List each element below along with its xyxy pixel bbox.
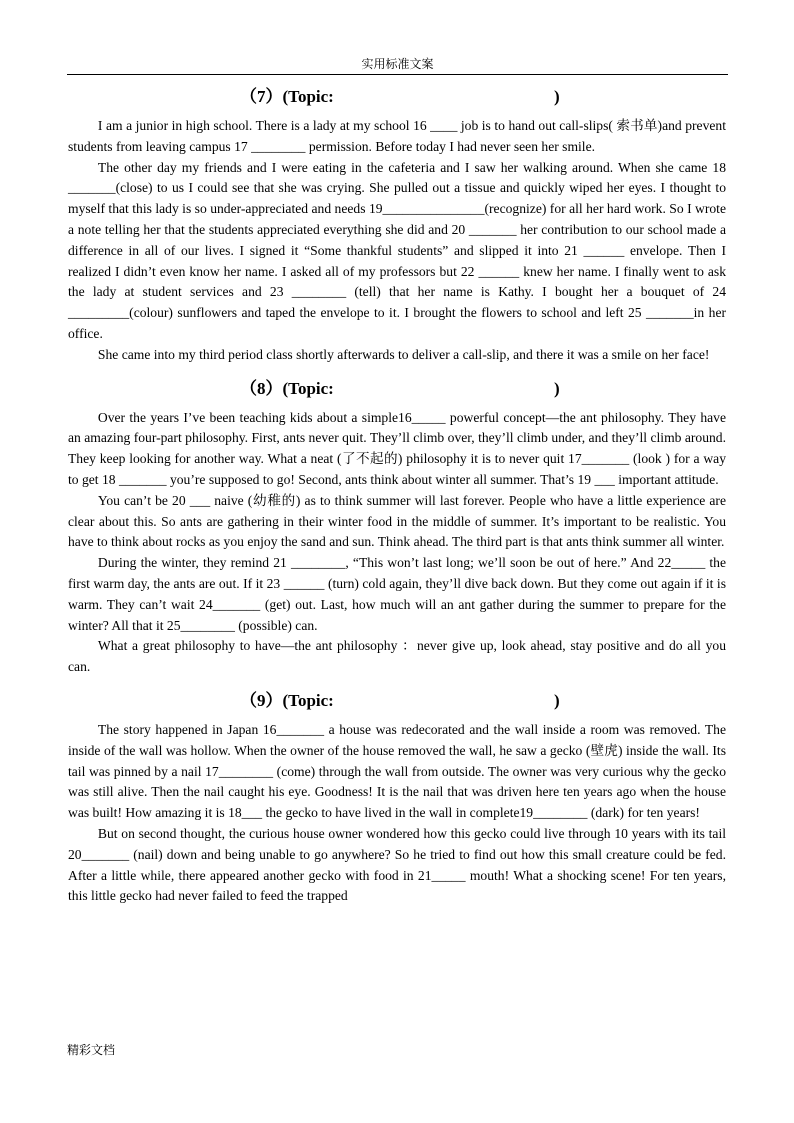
page-footer: 精彩文档 [67,1043,116,1057]
paragraph: You can’t be 20 ___ naive (幼稚的) as to think summer will last forever. People who have a little experience are clear about this. So ants are gathering in their winter food in the middle of summer. It’s important to be realistic. You have to think about rocks as you enjoy the sand and sun. Think ahead. The third part is that ants think summer all winter. [68,492,726,550]
section-9 [68,690,726,907]
section-number: （7） [240,87,283,106]
header-divider [67,74,728,75]
topic-label: (Topic: [282,87,334,106]
page-header: 实用标准文案 [361,57,434,71]
section-number: （8） [240,378,283,398]
paragraph: But on second thought, the curious house owner wondered how this gecko could live through 10 years with its tail 20_______ (nail) down and being unable to go anywhere? So he tried to find out how this small creature could be fed. After a little while, there appeared another gecko with food in 21_____ mouth! What a shocking scene! For ten years, this little gecko had never failed to feed the trapped [68,825,726,904]
paragraph: Over the years I’ve been teaching kids about a simple16_____ powerful concept—the ant philosophy. They have an amazing four-part philosophy. First, ants never quit. They’ll climb over, they’ll climb under, and they’ll climb around. They keep looking for another way. What a neat (了不起的) philosophy it is to never quit 17_______ (look ) for a way to get 18 _______ you’re supposed to go! Second, ants think about winter all summer. That’s 19 ___ important attitude. [68,409,726,487]
topic-close: ) [554,87,560,106]
paragraph: The other day my friends and I were eating in the cafeteria and I saw her walking around. When she came 18 _______(close) to us I could see that she was crying. She pulled out a tissue and quickly wiped her eyes. I thought to myself that this lady is so under-appreciated and needs 19_______________(recognize) for all her hard work. So I wrote a note telling her that the students appreciated everything she did and 20 _______ her contribution to our school made a difference in all of our lives. I signed it “Some thankful students” and slipped it into 21 ______ envelope. Then I realized I didn’t even know her name. I asked all of my professors but 22 ______ knew her name. I finally went to ask the lady at student services and 23 ________ (tell) that her name is Kathy. I bought her a bouquet of 24 _________(colour) sunflowers and taped the envelope to it. I brought the flowers to school and left 25 _______in her office. [68,159,726,341]
section-title [68,690,726,712]
paragraph: I am a junior in high school. There is a lady at my school 16 ____ job is to hand out call-slips( 索书单)and prevent students from leaving campus 17 ________ permission. Before today I had never seen her smile. [68,118,726,154]
paragraph: What a great philosophy to have—the ant philosophy ：never give up, look ahead, stay positive and do all you can. [68,638,726,675]
document-body [68,86,726,907]
topic-label: (Topic: [282,690,334,710]
topic-close: ) [554,690,560,710]
section-7 [68,86,726,366]
section-title [68,378,726,400]
topic-label: (Topic: [282,378,334,398]
section-number: （9） [240,690,283,710]
paragraph: During the winter, they remind 21 ________, “This won’t last long; we’ll soon be out of here.” And 22_____ the first warm day, the ants are out. If it 23 ______ (turn) cold again, they’ll dive back down. But they come out again if it is warm. They can’t wait 24_______ (get) out. Last, how much will an ant gather during the summer to prepare for the winter? All that it 25________ (possible) can. [68,555,726,633]
paragraph: The story happened in Japan 16_______ a house was redecorated and the wall inside a room was removed. The inside of the wall was hollow. When the owner of the house removed the wall, he saw a gecko (壁虎) inside the wall. Its tail was pinned by a nail 17________ (come) through the wall from outside. The owner was very curious why the gecko was still alive. Then the nail caught his eye. Goodness! It is the nail that was driven here ten years ago when the house was built! How amazing it is 18___ the gecko to have lived in the wall in complete19________ (dark) for ten years! [68,721,726,821]
paragraph: She came into my third period class shortly afterwards to deliver a call-slip, and there it was a smile on her face! [97,346,710,362]
section-8 [68,378,726,678]
topic-close: ) [554,378,560,398]
section-title [68,86,726,108]
